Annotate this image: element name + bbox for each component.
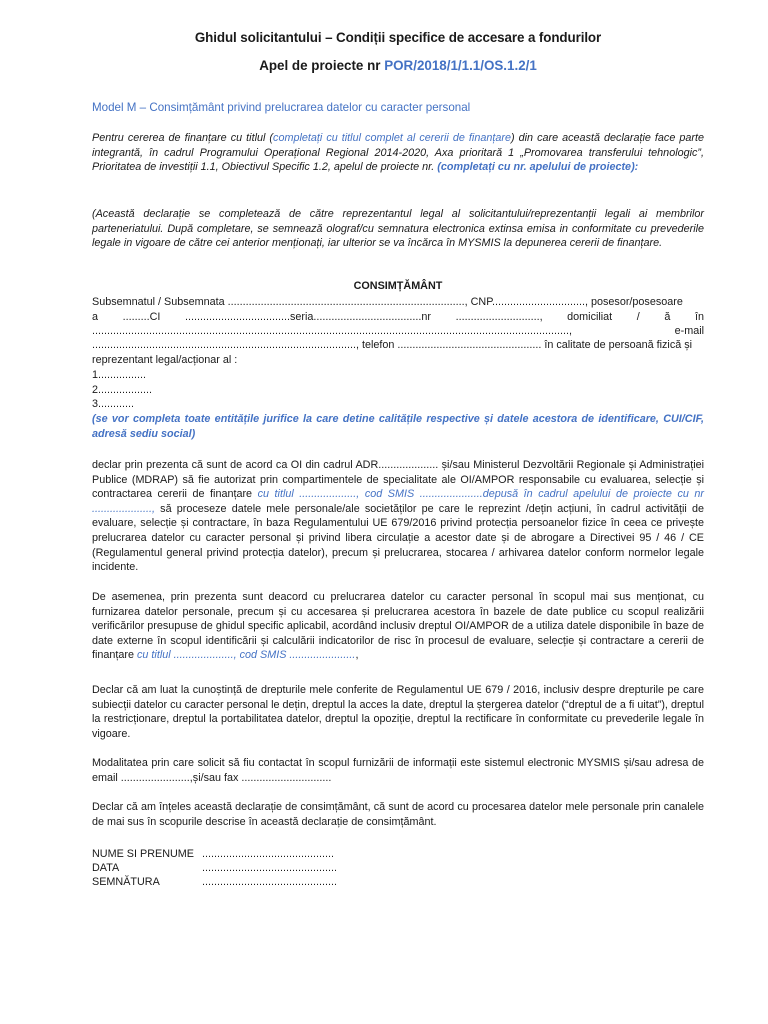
date-field [92, 862, 337, 874]
p3-text-c: să proceseze datele mele personale/ale societăților pe care le reprezint /dețin acțiuni, în cadrul activității de evaluare, selecție și contractare, în baza Regulamentului UE 679/2016 privind protecția persoanelor fizice în ceea ce privește prelucrarea datelor cu caracter personal și privind libera circulație a acestor date și de abrogare a Directivei 95 / 46 / CE (Regulamentul general privind protecția datelor), precum și prelucrarea, stocarea / arhivarea datelor conform normelor legale incidente. [92, 502, 704, 574]
form-line-4: ........................................................................................, telefon ................................................ în calitate de persoană fizică și [92, 339, 693, 351]
p4-text-c: , [355, 649, 359, 662]
form-line-2-part: ă [664, 311, 671, 323]
form-line-2-part: / [636, 311, 640, 323]
intro-placeholder-title: completați cu titlul complet al cererii de finanțare [273, 132, 511, 144]
email-label: e-mail [674, 325, 704, 337]
call-prefix: Apel de proiecte nr [259, 58, 385, 73]
date-dots: ............................................. [202, 862, 337, 874]
form-line-5: reprezentant legal/acționar al : [92, 354, 238, 366]
intro-placeholder-call: (completați cu nr. apelului de proiecte): [437, 161, 639, 174]
instruction-paragraph: (Această declarație se completează de către reprezentantul legal al solicitantului/reprezentanții legali ai membrilor parteneriatului. După completare, se semnează olograf/cu semnatura electronica extinsa emisa in conformitate cu prevederile legale in vigoare de către cei anterior menționați, iar ulterior se va încărca în MYSMIS la depunerea cererii de finanțare. [92, 208, 704, 250]
p3-text-a: declar prin prezenta că sunt de acord ca OI din cadrul ADR.................... și/sau Ministerul Dezvoltării Regionale și Administrației Publice (MDRAP) să fie autorizat prin compartimentele de specialitate ale OI/AMPOR responsabile cu evaluarea, selecție și contractarea cererii de finanțare [92, 459, 704, 501]
form-line-2-part: .........CI [122, 311, 161, 323]
entities-note: (se vor completa toate entitățile jurifice la care detine calitățile respective și datele acestora de identificare, CUI/CIF, adresă sediu social) [92, 413, 704, 440]
form-line-2 [92, 311, 704, 326]
consent-paragraph-2 [92, 590, 704, 663]
entity-1: 1................ [92, 369, 147, 381]
entity-3: 3............ [92, 398, 135, 410]
p4-text-a: De asemenea, prin prezenta sunt deacord cu prelucrarea datelor cu caracter personal în scopul mai sus menționat, cu furnizarea datelor personale, precum și cu accesarea și prelucrarea acestora în bazele de date publice cu scopul realizării verificărilor presupuse de ghidul specific aplicabil, acordând inclusiv dreptul OI/AMPOR de a utiliza datele disponibile în baze de date externe în scopul identificării și calculării indicatorilor de risc în procesul de evaluare, selecție și contractare a cererii de finanțare [92, 591, 704, 662]
signature-field [92, 876, 337, 888]
form-line-2-part: ............................, [455, 311, 543, 323]
form-line-1: Subsemnatul / Subsemnata ..............................................................................., CNP..............................., posesor/posesoare [92, 296, 683, 308]
understanding-paragraph: Declar că am înțeles această declarație de consimțământ, că sunt de acord cu procesarea datelor mele personale prin canalele de mai sus în scopurile descrise în această declarație de consimțământ. [92, 801, 704, 828]
call-code: POR/2018/1/1.1/OS.1.2/1 [384, 58, 537, 73]
form-line-2-part: în [694, 311, 704, 323]
contact-paragraph: Modalitatea prin care solicit să fiu contactat în scopul furnizării de informații este sistemul electronic MYSMIS și/sau adresa de email .......................,și/sau fax .............................. [92, 757, 704, 784]
form-line-2-part: a [92, 311, 99, 323]
consent-paragraph-1 [92, 458, 704, 575]
consent-title: CONSIMȚĂMÂNT [353, 280, 443, 292]
form-line-2-part: domiciliat [567, 311, 613, 323]
signature-dots: ............................................. [202, 876, 337, 888]
name-label: NUME SI PRENUME [92, 848, 194, 860]
p3-placeholder: cu titlul ..................., cod SMIS .....................depusă în cadrul apelului de proiecte cu nr ...................., [92, 488, 704, 515]
model-title: Model M – Consimțământ privind prelucrarea datelor cu caracter personal [92, 101, 471, 114]
intro-text-c: ) din care această declarație face parte integrantă, în cadrul Programului Operațional Regional 2014-2020, Axa prioritară 1 „Promovarea transferului tehnologic”, Prioritatea de investiții 1.1, Obiectivul Specific 1.2, apelul de proiecte nr. [92, 132, 704, 174]
intro-text-a: Pentru cererea de finanțare cu titlul ( [92, 132, 274, 144]
entity-2: 2.................. [92, 384, 152, 396]
address-dots: ..............................................................................................................................................................., [92, 325, 572, 337]
form-line-2-part: ...................................seria....................................nr [185, 311, 431, 323]
date-label: DATA [92, 862, 120, 874]
call-title [92, 58, 704, 73]
form-line-3 [92, 325, 704, 340]
p4-placeholder: cu titlul ...................., cod SMIS ...................... [137, 649, 356, 662]
signature-label: SEMNĂTURA [92, 876, 160, 888]
guide-title: Ghidul solicitantului – Condiții specifice de accesare a fondurilor [194, 30, 602, 45]
name-dots: ............................................ [202, 848, 334, 860]
name-field [92, 848, 334, 860]
rights-paragraph: Declar că am luat la cunoștință de drepturile mele conferite de Regulamentul UE 679 / 2016, inclusiv despre drepturile pe care subiecții datelor cu caracter personal le dețin, dreptul la acces la date, dreptul la ștergerea datelor (“dreptul de a fi uitat”), dreptul la restricționare, dreptul la portabilitatea datelor, dreptul la opoziție, dreptul la rectificare în conformitate cu prevederile legale în vigoare. [92, 684, 704, 740]
intro-paragraph [92, 131, 704, 175]
